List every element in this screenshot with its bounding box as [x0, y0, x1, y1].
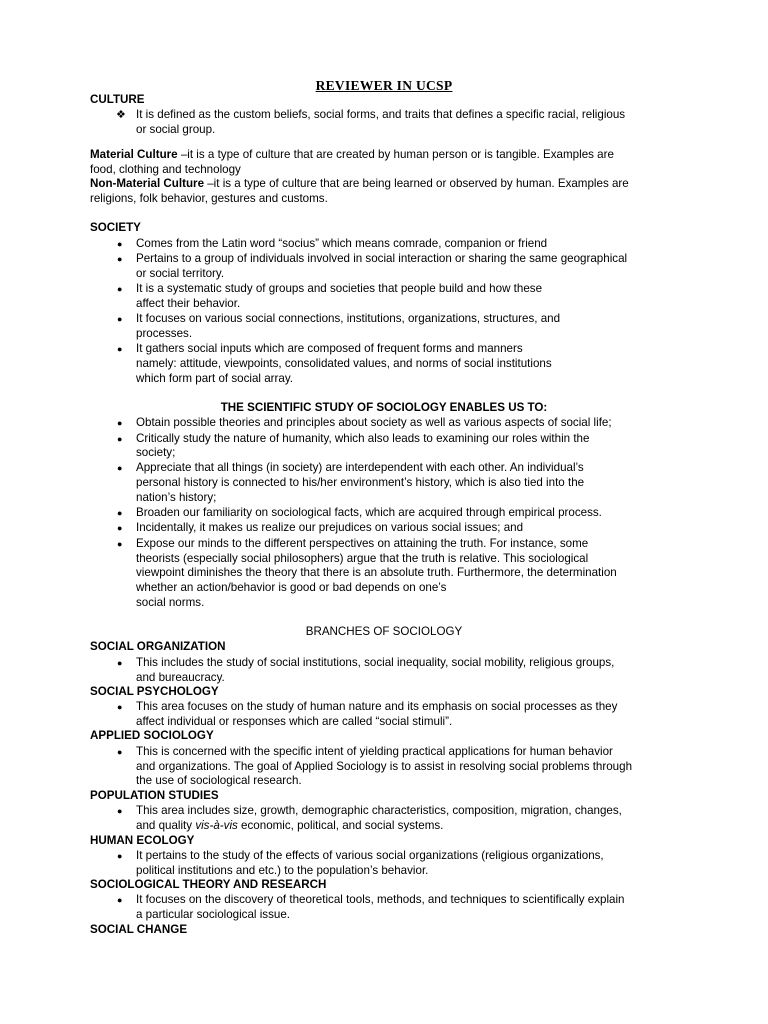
- bullet-icon: ●: [117, 806, 123, 816]
- bullet-icon: ●: [117, 539, 123, 549]
- bullet-icon: ●: [117, 463, 123, 473]
- society-item-3-line-2: affect their behavior.: [136, 297, 241, 310]
- society-item-5-line-1: It gathers social inputs which are composed of frequent forms and manners: [136, 342, 523, 355]
- culture-heading: CULTURE: [90, 93, 145, 106]
- social-organization-line-1: This includes the study of social institutions, social inequality, social mobility, religious groups,: [136, 656, 615, 669]
- society-item-4-line-2: processes.: [136, 327, 193, 340]
- social-organization-heading: SOCIAL ORGANIZATION: [90, 640, 226, 653]
- sociological-theory-line-1: It focuses on the discovery of theoretical tools, methods, and techniques to scientifically explain: [136, 893, 625, 906]
- human-ecology-line-1: It pertains to the study of the effects of various social organizations (religious organizations,: [136, 849, 604, 862]
- society-item-4-line-1: It focuses on various social connections, institutions, organizations, structures, and: [136, 312, 561, 325]
- population-studies-heading: POPULATION STUDIES: [90, 789, 219, 802]
- bullet-icon: ●: [117, 239, 123, 249]
- society-item-5-line-3: which form part of social array.: [136, 372, 293, 385]
- non-material-culture-line-1: [90, 177, 629, 192]
- bullet-icon: ●: [117, 851, 123, 861]
- branches-heading: BRANCHES OF SOCIOLOGY: [305, 625, 463, 638]
- applied-sociology-heading: APPLIED SOCIOLOGY: [90, 729, 214, 742]
- bullet-icon: ●: [117, 434, 123, 444]
- material-culture-line-1: [90, 148, 614, 163]
- society-heading: SOCIETY: [90, 221, 141, 234]
- bullet-icon: ●: [117, 314, 123, 324]
- scientific-item-6-line-3: viewpoint diminishes the theory that there is an absolute truth. Furthermore, the determination: [136, 566, 617, 579]
- human-ecology-heading: HUMAN ECOLOGY: [90, 834, 195, 847]
- scientific-item-2-line-1: Critically study the nature of humanity, which also leads to examining our roles within the: [136, 432, 590, 445]
- scientific-item-6-line-1: Expose our minds to the different perspectives on attaining the truth. For instance, some: [136, 537, 589, 550]
- culture-definition-line-2: or social group.: [136, 123, 216, 136]
- scientific-item-2-line-2: society;: [136, 446, 176, 459]
- bullet-icon: ●: [117, 254, 123, 264]
- bullet-icon: ●: [117, 702, 123, 712]
- scientific-item-3-line-3: nation’s history;: [136, 491, 217, 504]
- scientific-item-6-line-2: theorists (especially social philosophers) argue that the truth is relative. This sociological: [136, 552, 589, 565]
- social-psychology-line-2: affect individual or responses which are called “social stimuli”.: [136, 715, 453, 728]
- scientific-item-3-line-2: personal history is connected to his/her environment’s history, which is also tied into the: [136, 476, 585, 489]
- human-ecology-line-2: political institutions and etc.) to the population’s behavior.: [136, 864, 429, 877]
- scientific-study-heading: THE SCIENTIFIC STUDY OF SOCIOLOGY ENABLES US TO:: [220, 401, 548, 414]
- bullet-icon: ●: [117, 284, 123, 294]
- page-title: REVIEWER IN UCSP: [315, 78, 453, 93]
- society-item-5-line-2: namely: attitude, viewpoints, consolidated values, and norms of social institutions: [136, 357, 552, 370]
- society-item-2-line-1: Pertains to a group of individuals involved in social interaction or sharing the same geographical: [136, 252, 628, 265]
- social-organization-line-2: and bureaucracy.: [136, 671, 225, 684]
- bullet-icon: ●: [117, 658, 123, 668]
- non-material-culture-line-2: religions, folk behavior, gestures and customs.: [90, 192, 328, 205]
- scientific-item-6-line-5: social norms.: [136, 596, 205, 609]
- bullet-icon: ●: [117, 895, 123, 905]
- scientific-item-1-line-1: Obtain possible theories and principles about society as well as various aspects of social life;: [136, 416, 612, 429]
- bullet-icon: ●: [117, 508, 123, 518]
- sociological-theory-heading: SOCIOLOGICAL THEORY AND RESEARCH: [90, 878, 327, 891]
- society-item-2-line-2: or social territory.: [136, 267, 225, 280]
- bullet-icon: ●: [117, 344, 123, 354]
- population-studies-line-2: [136, 819, 443, 834]
- population-studies-text-b: economic, political, and social systems.: [237, 819, 444, 832]
- material-culture-text: –it is a type of culture that are created by human person or is tangible. Examples are: [177, 148, 614, 161]
- scientific-item-6-line-4: whether an action/behavior is good or bad depends on one’s: [136, 581, 447, 594]
- bullet-icon: ●: [117, 523, 123, 533]
- social-psychology-line-1: This area focuses on the study of human nature and its emphasis on social processes as they: [136, 700, 618, 713]
- population-studies-line-1: This area includes size, growth, demographic characteristics, composition, migration, changes,: [136, 804, 622, 817]
- social-psychology-heading: SOCIAL PSYCHOLOGY: [90, 685, 219, 698]
- scientific-item-4-line-1: Broaden our familiarity on sociological facts, which are acquired through empirical process.: [136, 506, 602, 519]
- population-studies-italic: vis-à-vis: [195, 819, 238, 832]
- material-culture-line-2: food, clothing and technology: [90, 163, 241, 176]
- applied-sociology-line-3: the use of sociological research.: [136, 774, 302, 787]
- culture-definition-line-1: It is defined as the custom beliefs, social forms, and traits that defines a specific racial, religious: [136, 108, 626, 121]
- bullet-icon: ●: [117, 747, 123, 757]
- society-item-3-line-1: It is a systematic study of groups and societies that people build and how these: [136, 282, 543, 295]
- society-item-1-line-1: Comes from the Latin word “socius” which means comrade, companion or friend: [136, 237, 548, 250]
- social-change-heading: SOCIAL CHANGE: [90, 923, 188, 936]
- non-material-culture-label: Non-Material Culture: [90, 177, 205, 190]
- scientific-item-3-line-1: Appreciate that all things (in society) are interdependent with each other. An individual’s: [136, 461, 584, 474]
- scientific-item-5-line-1: Incidentally, it makes us realize our prejudices on various social issues; and: [136, 521, 524, 534]
- applied-sociology-line-1: This is concerned with the specific intent of yielding practical applications for human behavior: [136, 745, 613, 758]
- applied-sociology-line-2: and organizations. The goal of Applied Sociology is to assist in resolving social problems through: [136, 760, 633, 773]
- bullet-icon: ●: [117, 418, 123, 428]
- population-studies-text-a: and quality: [136, 819, 196, 832]
- sociological-theory-line-2: a particular sociological issue.: [136, 908, 291, 921]
- non-material-culture-text: –it is a type of culture that are being learned or observed by human. Examples are: [204, 177, 629, 190]
- material-culture-label: Material Culture: [90, 148, 178, 161]
- diamond-bullet-icon: ❖: [116, 109, 126, 121]
